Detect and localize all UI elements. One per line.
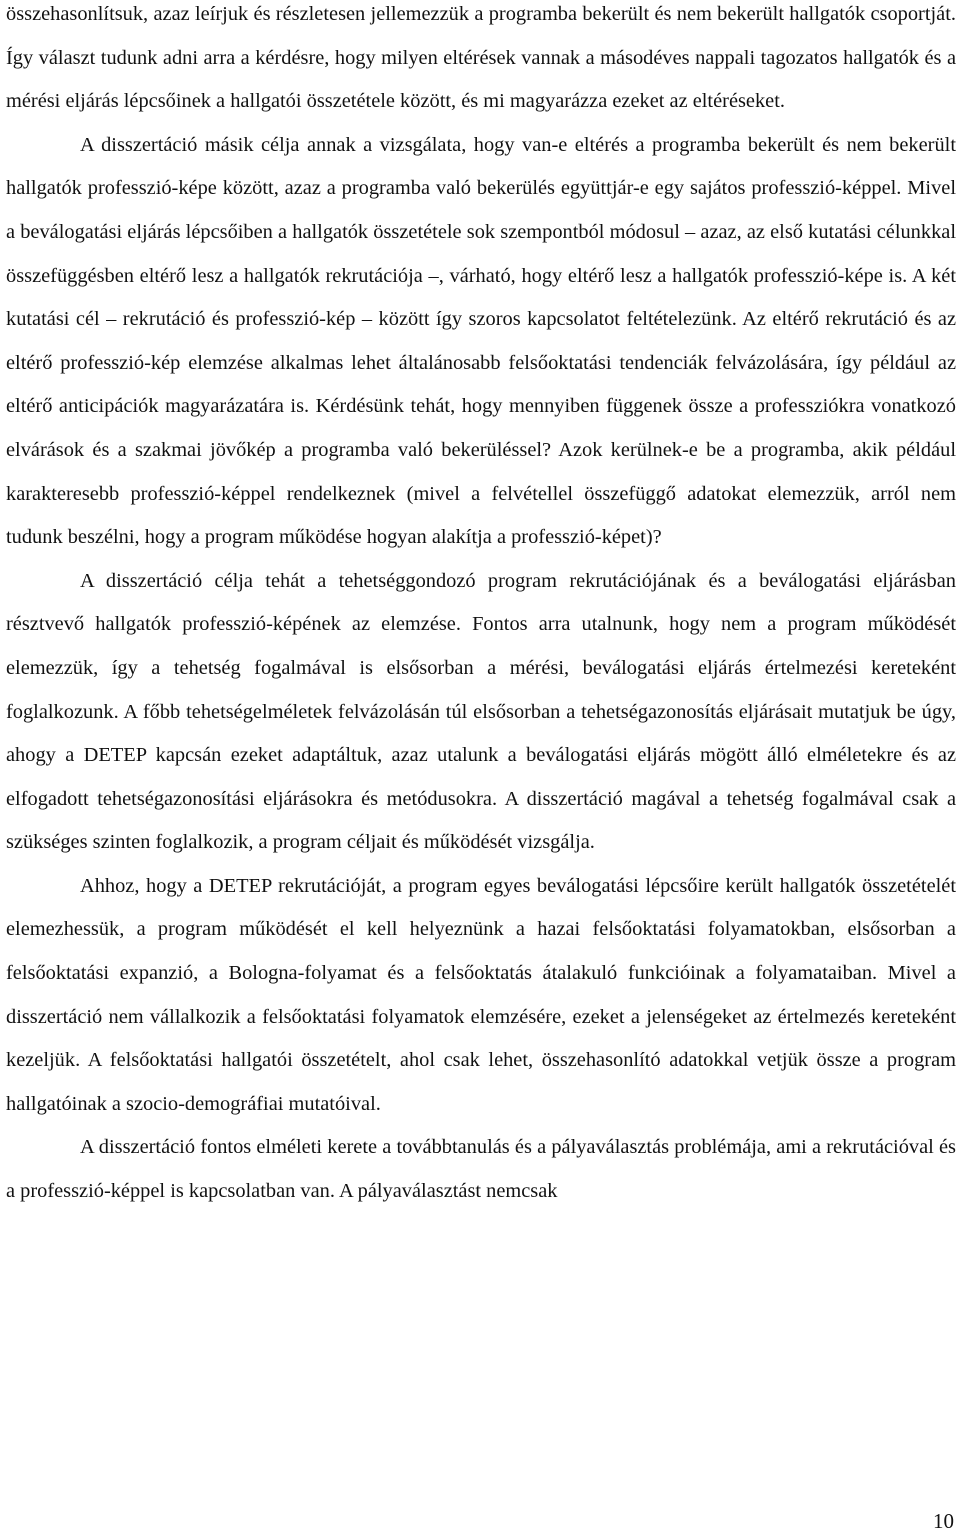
document-page [6,0,956,1214]
paragraph-4: Ahhoz, hogy a DETEP rekrutációját, a program egyes beválogatási lépcsőire került hallgatók összetételét elemezhessük, a program működését el kell helyeznünk a hazai felsőoktatási folyamatokban, elsősorban a felsőoktatási expanzió, a Bologna-folyamat és a felsőoktatás átalakuló funkcióinak a folyamataiban. Mivel a disszertáció nem vállalkozik a felsőoktatási folyamatok elemzésére, ezeket a jelenségeket az értelmezés kereteként kezeljük. A felsőoktatási hallgatói összetételt, ahol csak lehet, összehasonlító adatokkal vetjük össze a program hallgatóinak a szocio-demográfiai mutatóival. [6,874,956,1115]
paragraph-2: A disszertáció másik célja annak a vizsgálata, hogy van-e eltérés a programba bekerült és nem bekerült hallgatók professzió-képe között, azaz a programba való bekerülés együttjár-e egy sajátos professzió-képpel. Mivel a beválogatási eljárás lépcsőiben a hallgatók összetétele sok szempontból módosul – azaz, az első kutatási célunkkal összefüggésben eltérő lesz a hallgatók rekrutációja –, várható, hogy eltérő lesz a hallgatók professzió-képe is. A két kutatási cél – rekrutáció és professzió-kép – között így szoros kapcsolatot feltételezünk. Az eltérő rekrutáció és az eltérő professzió-kép elemzése alkalmas lehet általánosabb felsőoktatási tendenciák felvázolására, így például az eltérő anticipációk magyarázatára is. Kérdésünk tehát, hogy mennyiben függenek össze a professziókra vonatkozó elvárások és a szakmai jövőkép a programba való bekerüléssel? Azok kerülnek-e be a programba, akik például karakteresebb professzió-képpel rendelkeznek (mivel a felvétellel összefüggő adatokat elemezzük, arról nem tudunk beszélni, hogy a program működése hogyan alakítja a professzió-képet)? [6,133,956,549]
paragraph-1: összehasonlítsuk, azaz leírjuk és részletesen jellemezzük a programba bekerült és nem bekerült hallgatók csoportját. Így választ tudunk adni arra a kérdésre, hogy milyen eltérések vannak a másodéves nappali tagozatos hallgatók és a mérési eljárás lépcsőinek a hallgatói összetétele között, és mi magyarázza ezeket az eltéréseket. [6,3,956,113]
paragraph-5: A disszertáció fontos elméleti kerete a továbbtanulás és a pályaválasztás problémája, ami a rekrutációval és a professzió-képpel is kapcsolatban van. A pályaválasztást nemcsak [6,1136,956,1203]
paragraph-3: A disszertáció célja tehát a tehetséggondozó program rekrutációjának és a beválogatási eljárásban résztvevő hallgatók professzió-képének az elemzése. Fontos arra utalnunk, hogy nem a program működését elemezzük, így a tehetség fogalmával is elsősorban a mérési, beválogatási eljárás értelmezési kereteként foglalkozunk. A főbb tehetségelméletek felvázolásán túl elsősorban a tehetségazonosítás eljárásait mutatjuk be úgy, ahogy a DETEP kapcsán ezeket adaptáltuk, azaz utalunk a beválogatási eljárás mögött álló elméletekre és az elfogadott tehetségazonosítási eljárásokra és metódusokra. A disszertáció magával a tehetség fogalmával csak a szükséges szinten foglalkozik, a program céljait és működését vizsgálja. [6,569,956,854]
page-number: 10 [933,1509,954,1533]
